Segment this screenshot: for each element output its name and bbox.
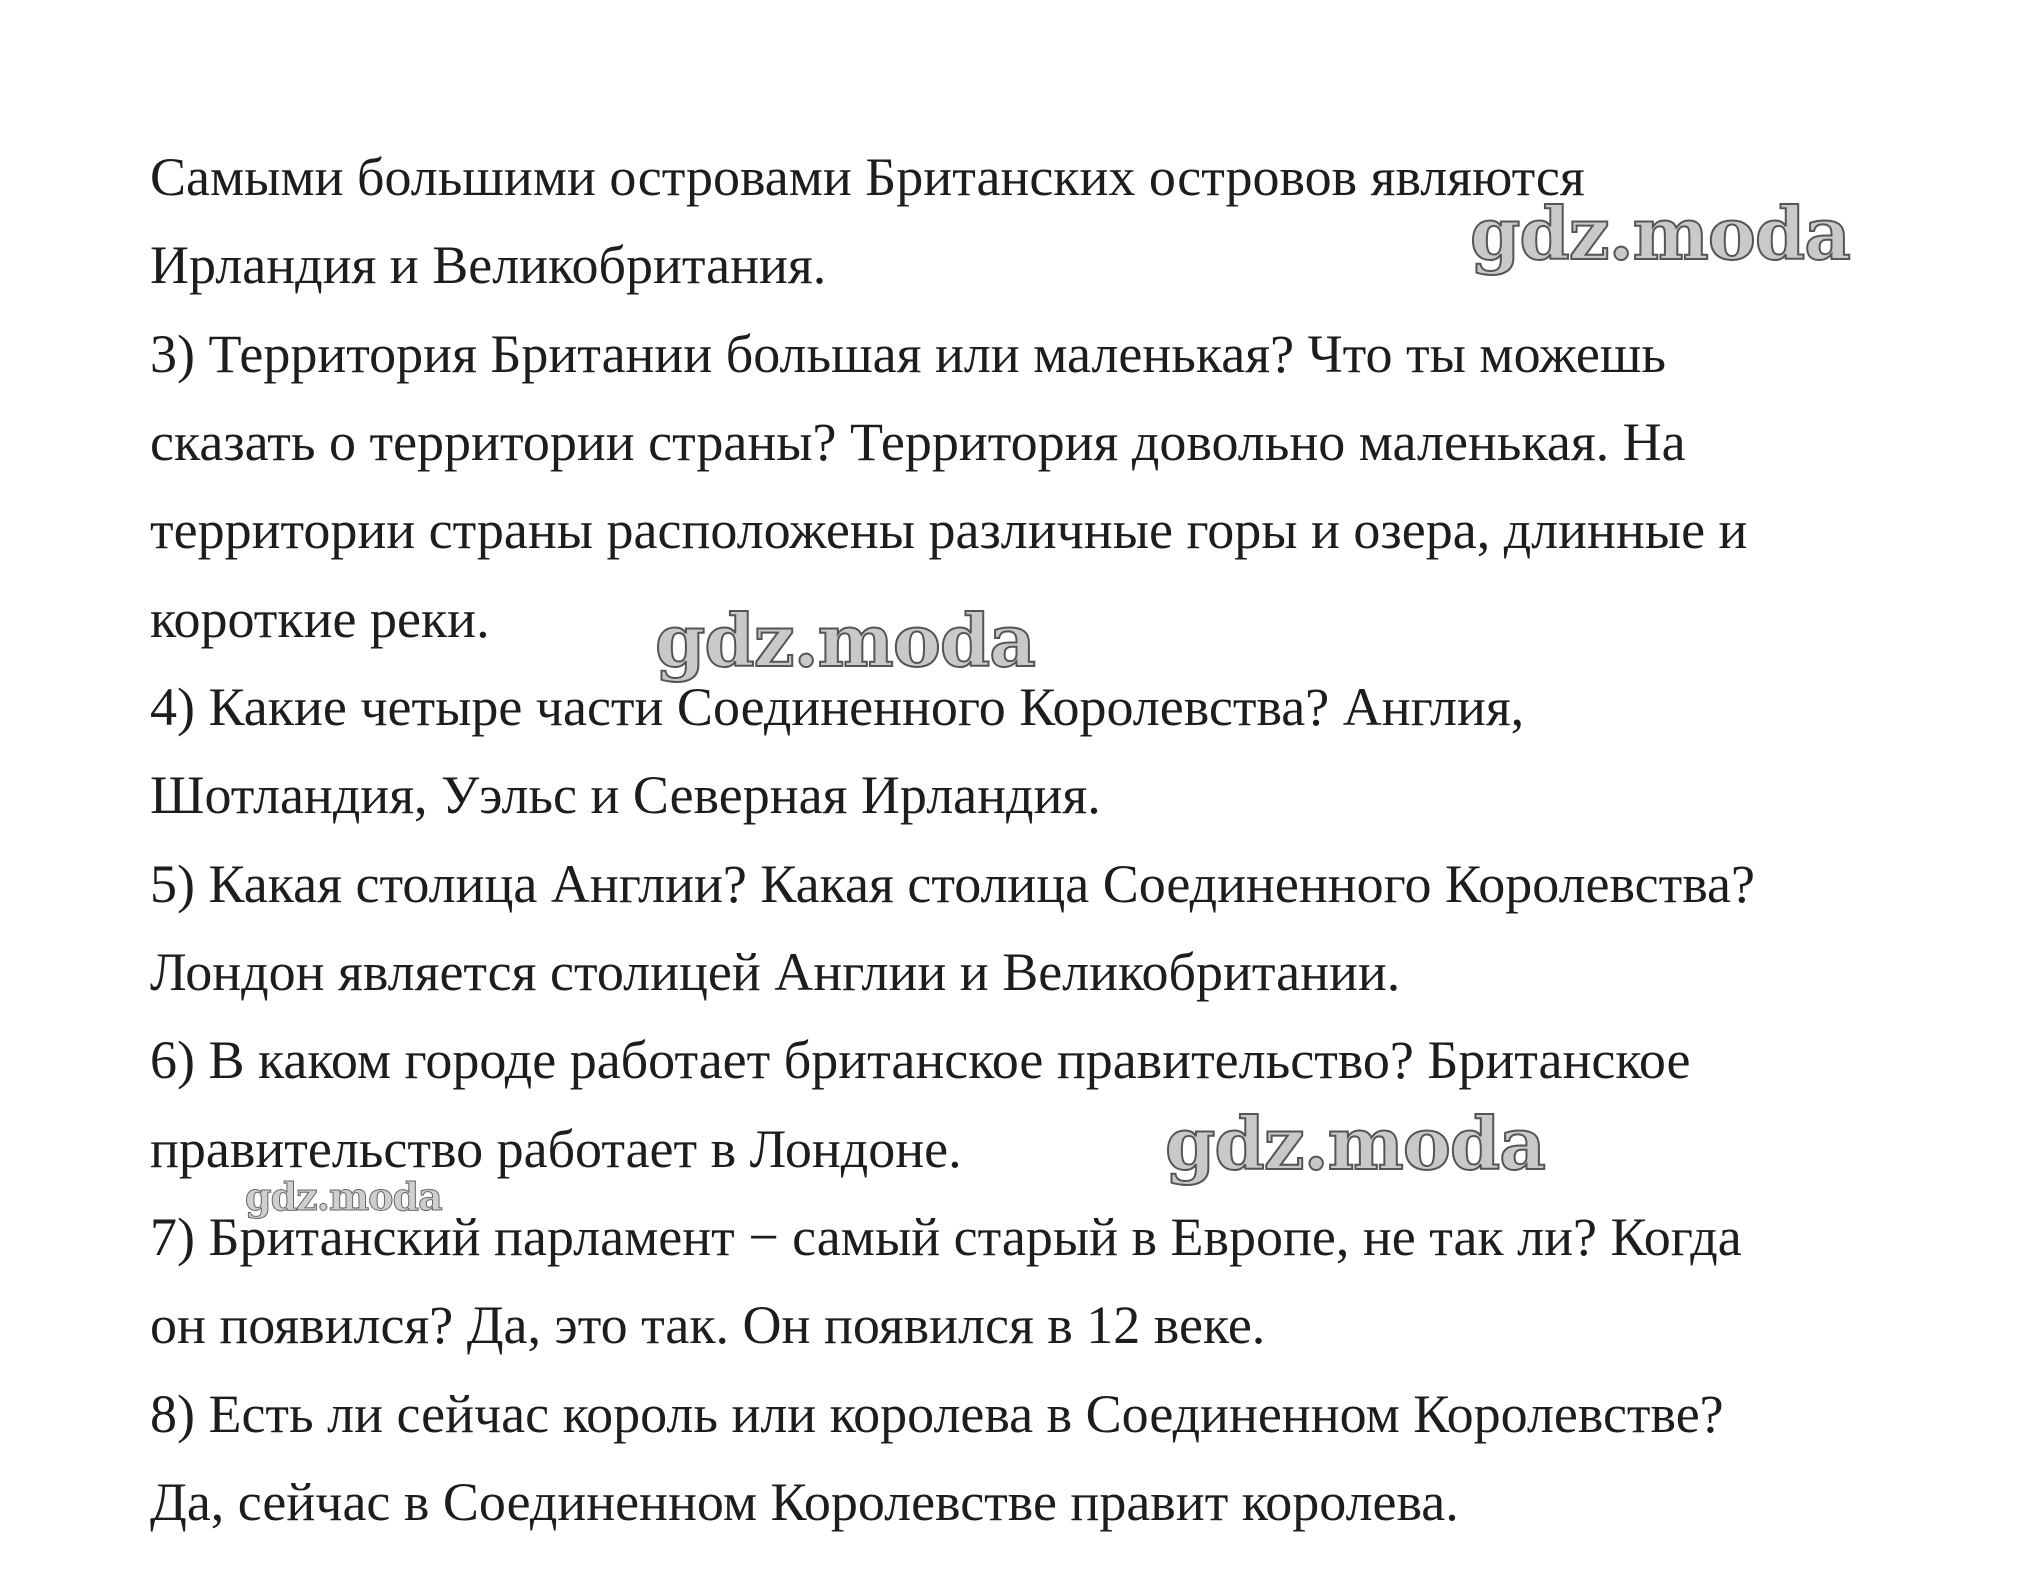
watermark: gdz.moda xyxy=(1470,191,1850,276)
text-line: Ирландия и Великобритания. xyxy=(150,235,827,295)
watermark: gdz.moda xyxy=(1165,1101,1545,1186)
text-line: 6) В каком городе работает британское правительство? Британское xyxy=(150,1030,1691,1090)
text-line: 4) Какие четыре части Соединенного Королевства? Англия, xyxy=(150,677,1525,737)
text-line: 3) Территория Британии большая или маленькая? Что ты можешь xyxy=(150,324,1667,384)
text-line: Лондон является столицей Англии и Великобритании. xyxy=(150,942,1401,1002)
text-line: он появился? Да, это так. Он появился в 12 веке. xyxy=(150,1295,1266,1355)
text-line: правительство работает в Лондоне. xyxy=(150,1119,962,1179)
text-line: 5) Какая столица Англии? Какая столица Соединенного Королевства? xyxy=(150,854,1755,914)
text-line: 7) Британский парламент − самый старый в Европе, не так ли? Когда xyxy=(150,1207,1742,1267)
text-line: Шотландия, Уэльс и Северная Ирландия. xyxy=(150,765,1101,825)
text-line: Да, сейчас в Соединенном Королевстве правит королева. xyxy=(150,1472,1459,1532)
text-line: короткие реки. xyxy=(150,589,490,649)
text-line: территории страны расположены различные горы и озера, длинные и xyxy=(150,500,1748,560)
watermark: gdz.moda xyxy=(245,1174,442,1219)
watermark: gdz.moda xyxy=(655,598,1035,683)
text-line: 8) Есть ли сейчас король или королева в Соединенном Королевстве? xyxy=(150,1384,1724,1444)
text-line: сказать о территории страны? Территория довольно маленькая. На xyxy=(150,412,1686,472)
text-line: Самыми большими островами Британских островов являются xyxy=(150,147,1585,207)
